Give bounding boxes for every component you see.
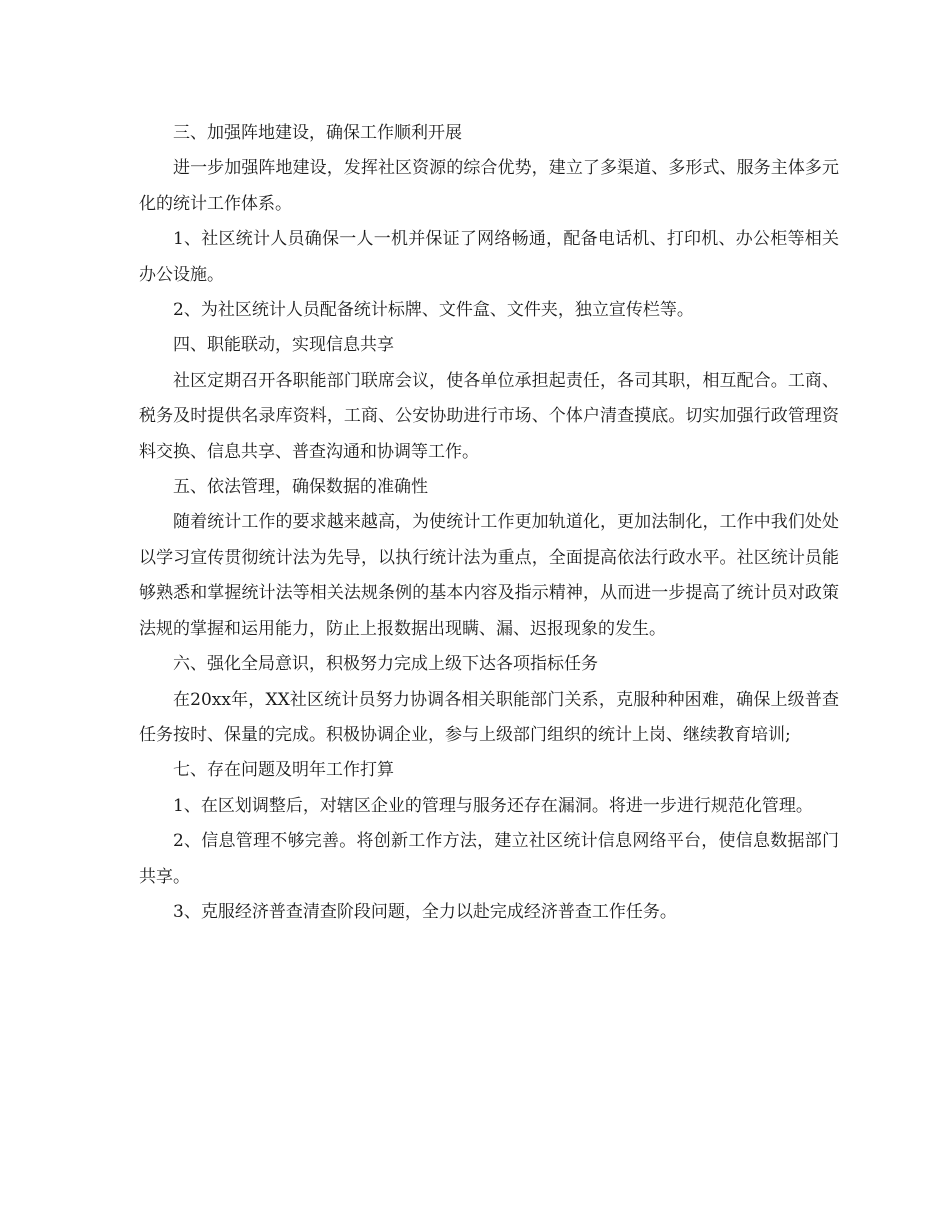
paragraph: 3、克服经济普查清查阶段问题，全力以赴完成经济普查工作任务。 — [173, 901, 677, 922]
document-body — [139, 116, 839, 930]
paragraph: 随着统计工作的要求越来越高，为使统计工作更加轨道化，更加法制化，工作中我们处处以学习宣传贯彻统计法为先导，以执行统计法为重点，全面提高依法行政水平。社区统计员能够熟悉和掌握统计法等相关法规条例的基本内容及指示精神，从而进一步提高了统计员对政策法规的掌握和运用能力，防止上报数据出现瞒、漏、迟报现象的发生。 — [139, 512, 839, 639]
paragraph: 进一步加强阵地建设，发挥社区资源的综合优势，建立了多渠道、多形式、服务主体多元化的统计工作体系。 — [139, 158, 839, 214]
paragraph: 在20xx年，XX社区统计员努力协调各相关职能部门关系，克服种种困难，确保上级普查任务按时、保量的完成。积极协调企业，参与上级部门组织的统计上岗、继续教育培训; — [139, 689, 839, 745]
paragraph: 社区定期召开各职能部门联席会议，使各单位承担起责任，各司其职，相互配合。工商、税务及时提供名录库资料，工商、公安协助进行市场、个体户清查摸底。切实加强行政管理资料交换、信息共享、普查沟通和协调等工作。 — [139, 370, 839, 462]
paragraph: 1、在区划调整后，对辖区企业的管理与服务还存在漏洞。将进一步进行规范化管理。 — [173, 795, 813, 816]
section-heading-3: 三、加强阵地建设，确保工作顺利开展 — [173, 123, 462, 143]
paragraph: 2、信息管理不够完善。将创新工作方法，建立社区统计信息网络平台，使信息数据部门共享。 — [139, 831, 839, 887]
section-heading-6: 六、强化全局意识，积极努力完成上级下达各项指标任务 — [173, 654, 598, 675]
section-heading-4: 四、职能联动，实现信息共享 — [173, 335, 394, 356]
section-heading-7: 七、存在问题及明年工作打算 — [173, 760, 394, 781]
paragraph: 1、社区统计人员确保一人一机并保证了网络畅通，配备电话机、打印机、办公柜等相关办公设施。 — [139, 229, 839, 285]
section-heading-5: 五、依法管理，确保数据的准确性 — [173, 477, 428, 498]
paragraph: 2、为社区统计人员配备统计标牌、文件盒、文件夹，独立宣传栏等。 — [173, 300, 694, 321]
